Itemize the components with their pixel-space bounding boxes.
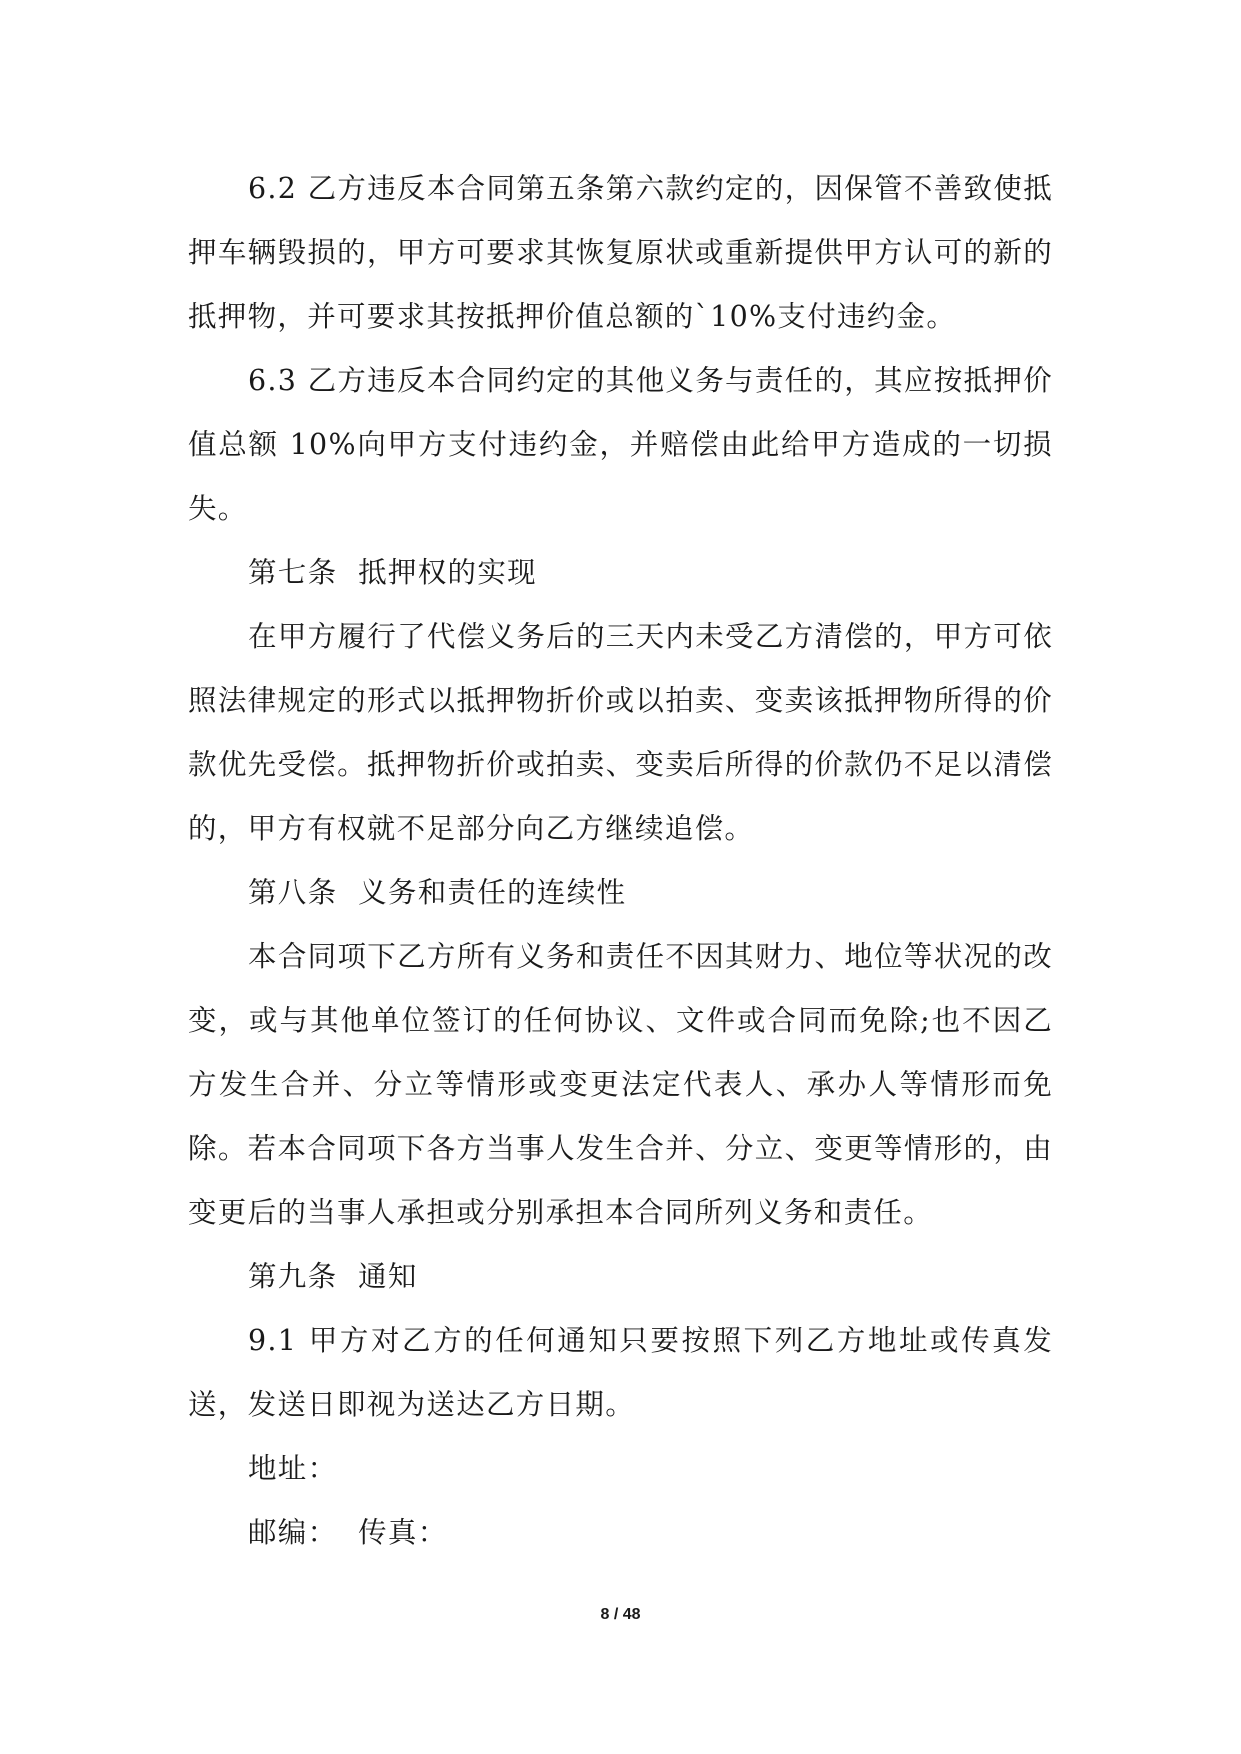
address-field: 地址： <box>248 1452 338 1485</box>
postcode-fax-field: 邮编： 传真： <box>248 1516 448 1549</box>
clause-6-3: 6.3 乙方违反本合同约定的其他义务与责任的，其应按抵押价值总额 10%向甲方支付违约金，并赔偿由此给甲方造成的一切损失。 <box>188 364 1053 525</box>
document-body <box>188 157 1053 1565</box>
clause-6-2: 6.2 乙方违反本合同第五条第六款约定的，因保管不善致使抵押车辆毁损的，甲方可要求其恢复原状或重新提供甲方认可的新的抵押物，并可要求其按抵押价值总额的`10%支付违约金。 <box>188 172 1053 333</box>
article-8-heading: 第八条 义务和责任的连续性 <box>248 876 627 909</box>
clause-9-1: 9.1 甲方对乙方的任何通知只要按照下列乙方地址或传真发送，发送日即视为送达乙方日期。 <box>188 1324 1053 1421</box>
page-number: 8 / 48 <box>600 1606 641 1623</box>
article-7-body: 在甲方履行了代偿义务后的三天内未受乙方清偿的，甲方可依照法律规定的形式以抵押物折价或以拍卖、变卖该抵押物所得的价款优先受偿。抵押物折价或拍卖、变卖后所得的价款仍不足以清偿的，甲方有权就不足部分向乙方继续追偿。 <box>188 620 1053 845</box>
article-8-body: 本合同项下乙方所有义务和责任不因其财力、地位等状况的改变，或与其他单位签订的任何协议、文件或合同而免除;也不因乙方发生合并、分立等情形或变更法定代表人、承办人等情形而免除。若本合同项下各方当事人发生合并、分立、变更等情形的，由变更后的当事人承担或分别承担本合同所列义务和责任。 <box>188 940 1053 1229</box>
article-9-heading: 第九条 通知 <box>248 1260 418 1293</box>
article-7-heading: 第七条 抵押权的实现 <box>248 556 537 589</box>
